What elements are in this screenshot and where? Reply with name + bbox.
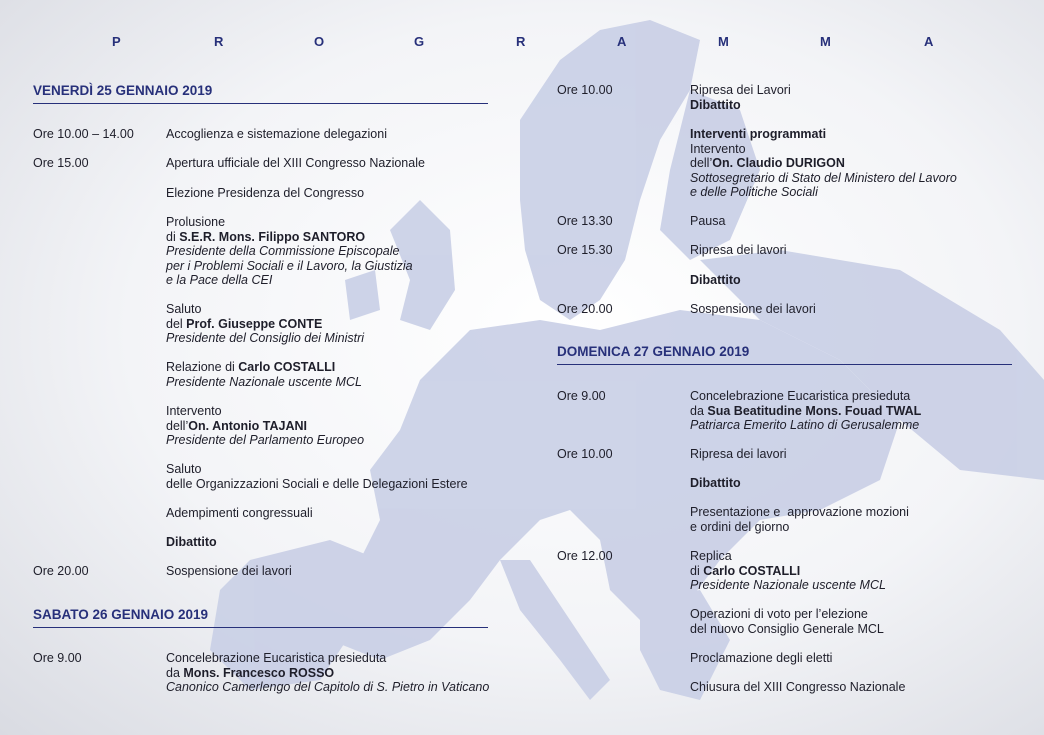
time-label: Ore 10.00 – 14.00 — [33, 127, 134, 141]
day2-heading: SABATO 26 GENNAIO 2019 — [33, 607, 488, 628]
item-text-bold: Dibattito — [166, 535, 217, 549]
agenda-item — [166, 564, 292, 579]
item-prefix: dell’ — [166, 418, 189, 433]
item-text: Intervento — [690, 141, 746, 156]
item-text: Concelebrazione Eucaristica presieduta — [166, 651, 387, 665]
item-prefix: dell’ — [690, 156, 713, 171]
speaker-role: Presidente della Commissione Episcopale — [166, 244, 400, 259]
time-label: Ore 9.00 — [557, 389, 606, 403]
speaker-name: Carlo COSTALLI — [703, 563, 801, 578]
speaker-name: Prof. Giuseppe CONTE — [186, 316, 323, 331]
item-text: Ripresa dei lavori — [690, 243, 787, 257]
speaker-role: Presidente del Parlamento Europeo — [166, 433, 365, 448]
item-text: Operazioni di voto per l’elezione — [690, 607, 868, 621]
time-label: Ore 12.00 — [557, 549, 613, 563]
item-text: Apertura ufficiale del XIII Congresso Nazionale — [166, 156, 425, 170]
title-letter: R — [516, 34, 526, 49]
agenda-item — [690, 83, 791, 112]
agenda-item — [690, 476, 741, 491]
agenda-item-interventi — [690, 127, 957, 200]
speaker-name: Carlo COSTALLI — [238, 360, 336, 374]
item-text: Proclamazione degli eletti — [690, 651, 833, 665]
agenda-item — [690, 302, 816, 317]
item-prefix: da — [690, 403, 708, 418]
item-text: Chiusura del XIII Congresso Nazionale — [690, 680, 906, 694]
item-text: Sospensione dei lavori — [166, 564, 292, 578]
title-letter: G — [414, 34, 425, 49]
speaker-role: Sottosegretario di Stato del Ministero del Lavoro — [690, 170, 957, 185]
item-text: Concelebrazione Eucaristica presieduta — [690, 389, 911, 403]
item-text: Elezione Presidenza del Congresso — [166, 186, 365, 200]
title-letter: A — [924, 34, 934, 49]
item-prefix: Relazione di — [166, 360, 239, 374]
title-letter: A — [617, 34, 627, 49]
agenda-item — [690, 680, 905, 695]
agenda-item — [166, 506, 313, 521]
item-text: Saluto — [166, 462, 202, 476]
item-text: Prolusione — [166, 215, 226, 229]
time-label: Ore 13.30 — [557, 214, 613, 228]
agenda-item — [690, 243, 787, 258]
speaker-role: e la Pace della CEI — [166, 273, 273, 288]
agenda-item — [166, 186, 364, 201]
item-text: Accoglienza e sistemazione delegazioni — [166, 127, 387, 141]
item-text: delle Organizzazioni Sociali e delle Delegazioni Estere — [166, 476, 468, 491]
agenda-item-operazioni — [690, 607, 884, 636]
agenda-item-intervento — [166, 404, 364, 448]
title-letter: P — [112, 34, 121, 49]
item-text: del nuovo Consiglio Generale MCL — [690, 621, 884, 636]
speaker-role: Presidente Nazionale uscente MCL — [166, 374, 362, 389]
item-text: Ripresa dei lavori — [690, 447, 787, 461]
item-text-bold: Interventi programmati — [690, 127, 827, 141]
agenda-item-replica — [690, 549, 886, 593]
agenda-item-concelebrazione — [690, 389, 921, 433]
agenda-item-concelebrazione — [166, 651, 489, 695]
agenda-item-relazione — [166, 360, 362, 389]
day1-heading: VENERDÌ 25 GENNAIO 2019 — [33, 83, 488, 104]
item-text: e ordini del giorno — [690, 519, 790, 534]
time-label: Ore 10.00 — [557, 83, 613, 97]
item-text: Presentazione e approvazione mozioni — [690, 505, 909, 519]
item-text: Adempimenti congressuali — [166, 506, 313, 520]
item-prefix: da — [166, 665, 184, 680]
speaker-role: Presidente del Consiglio dei Ministri — [166, 331, 365, 346]
agenda-item — [690, 651, 832, 666]
map-italy — [500, 560, 610, 700]
title-letter: M — [820, 34, 831, 49]
speaker-role: Patriarca Emerito Latino di Gerusalemme — [690, 418, 920, 433]
time-label: Ore 20.00 — [33, 564, 89, 578]
agenda-item-saluto-delegazioni — [166, 462, 468, 491]
item-text: Intervento — [166, 404, 222, 418]
speaker-role: per i Problemi Sociali e il Lavoro, la Giustizia — [166, 258, 413, 273]
time-label: Ore 15.00 — [33, 156, 89, 170]
title-letter: O — [314, 34, 325, 49]
item-prefix: di — [690, 563, 704, 578]
day3-heading: DOMENICA 27 GENNAIO 2019 — [557, 344, 1012, 365]
item-text: Replica — [690, 549, 732, 563]
title-letter: M — [718, 34, 729, 49]
agenda-item — [690, 214, 725, 229]
item-text: Ripresa dei Lavori — [690, 83, 791, 97]
agenda-item — [690, 447, 787, 462]
time-label: Ore 9.00 — [33, 651, 82, 665]
agenda-item-saluto — [166, 302, 364, 346]
title-letter: R — [214, 34, 224, 49]
agenda-item-presentazione — [690, 505, 909, 534]
item-text: Sospensione dei lavori — [690, 302, 816, 316]
item-text-bold: Dibattito — [690, 273, 741, 287]
agenda-item — [166, 535, 217, 550]
speaker-name: S.E.R. Mons. Filippo SANTORO — [179, 229, 366, 244]
speaker-name: On. Claudio DURIGON — [712, 156, 845, 171]
time-label: Ore 15.30 — [557, 243, 613, 257]
item-prefix: del — [166, 316, 187, 331]
speaker-name: Sua Beatitudine Mons. Fouad TWAL — [707, 403, 922, 418]
item-prefix: di — [166, 229, 180, 244]
speaker-name: On. Antonio TAJANI — [188, 418, 307, 433]
speaker-name: Mons. Francesco ROSSO — [183, 665, 335, 680]
time-label: Ore 20.00 — [557, 302, 613, 316]
speaker-role: Canonico Camerlengo del Capitolo di S. Pietro in Vaticano — [166, 680, 490, 695]
item-text: Saluto — [166, 302, 202, 316]
item-text: Pausa — [690, 214, 726, 228]
speaker-role: Presidente Nazionale uscente MCL — [690, 578, 886, 593]
item-text-bold: Dibattito — [690, 97, 741, 112]
speaker-role: e delle Politiche Sociali — [690, 185, 818, 200]
time-label: Ore 10.00 — [557, 447, 613, 461]
agenda-item-prolusione — [166, 215, 413, 288]
agenda-item — [166, 127, 387, 142]
item-text-bold: Dibattito — [690, 476, 741, 490]
agenda-item — [690, 273, 741, 288]
agenda-item — [166, 156, 425, 171]
